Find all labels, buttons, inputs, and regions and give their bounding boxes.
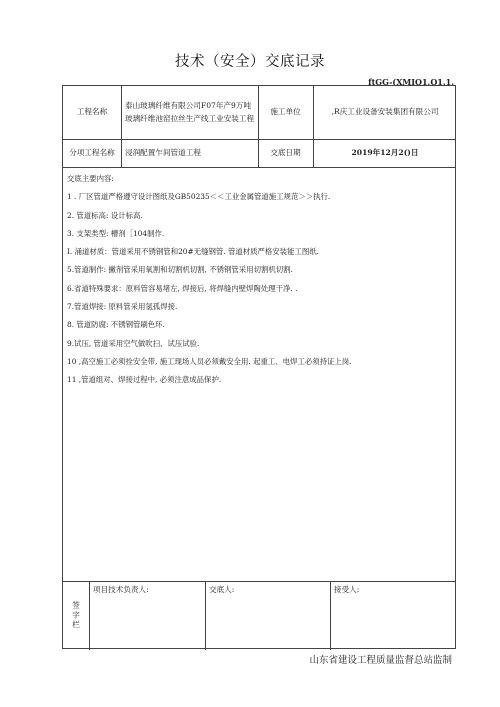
disclosure-content [67,172,452,392]
contractor-label: 施工单位 [270,107,301,117]
content-line: 6.省道特殊要求：原料管容易堵左, 焊接后, 将焊缝内壁焊陶处理干净. . [67,283,298,293]
content-line: 10 ,高空施工必须拴安全带, 施工现场人员必须戴安全用. 起重工、电焊工必须持证上岗. [67,356,352,366]
content-line: I. 涌道材质：管道采用不锈钢管和20#无缝钢管. 管道材质严格安装能工图纸. [67,247,319,257]
document-number: ftGG-(XMIO1.O1.1. [368,77,454,87]
content-line: 9.试压, 管道采用空气做吹扫、试压试验. [67,338,200,348]
date-label: 交底日期 [270,147,301,157]
content-line: 11 ,管道组对、焊接过程中, 必须注意成品保护. [67,375,222,385]
subproject-label: 分项工程名称 [69,147,115,157]
content-line: 1 . 厂区管道严格遵守设计图纸及GB50235＜＜工业金属管道施工规范＞＞执行. [67,192,331,202]
project-name-label: 工程名称 [76,107,108,117]
record-table [62,85,456,649]
content-line: 7.管道焊接: 原料管采用氢孤焊接. [67,302,178,312]
contractor-value: ,R庆工业设备安装集团有限公司 [331,107,439,117]
footer-issuer: 山东省建设工程质量监督总站监制 [309,655,452,666]
content-heading: 交底主要内容: [67,174,114,183]
signature-row-label: 签字栏 [71,601,81,630]
receiver-label: 接受人: [334,585,360,594]
date-value: 2019年12月2()日 [351,147,419,157]
content-line: 5.管道制作: 撇剂管采用氧割和切割机切割, 不锈钢管采用切割机切割. [67,265,293,275]
document-title: 技术（安全）交底记录 [175,54,325,70]
subproject-value: 浸润配置乍间管道工程 [125,147,201,157]
project-name-value: 泰山玻璃纤维有限公司F07年产9万吨玻璃纤维池窑拉丝生产线工业安装工程 [125,101,255,123]
tech-lead-label: 项目技术负责人: [93,585,149,594]
discloser-label: 交底人: [209,585,235,594]
content-line: 8. 管道防腐: 不锈钢管刷色环. [67,320,165,330]
content-line: 2. 管道标高: 设计标高. [67,210,143,220]
content-line: 3. 支架类型: 槽剂［104制作. [67,228,165,238]
